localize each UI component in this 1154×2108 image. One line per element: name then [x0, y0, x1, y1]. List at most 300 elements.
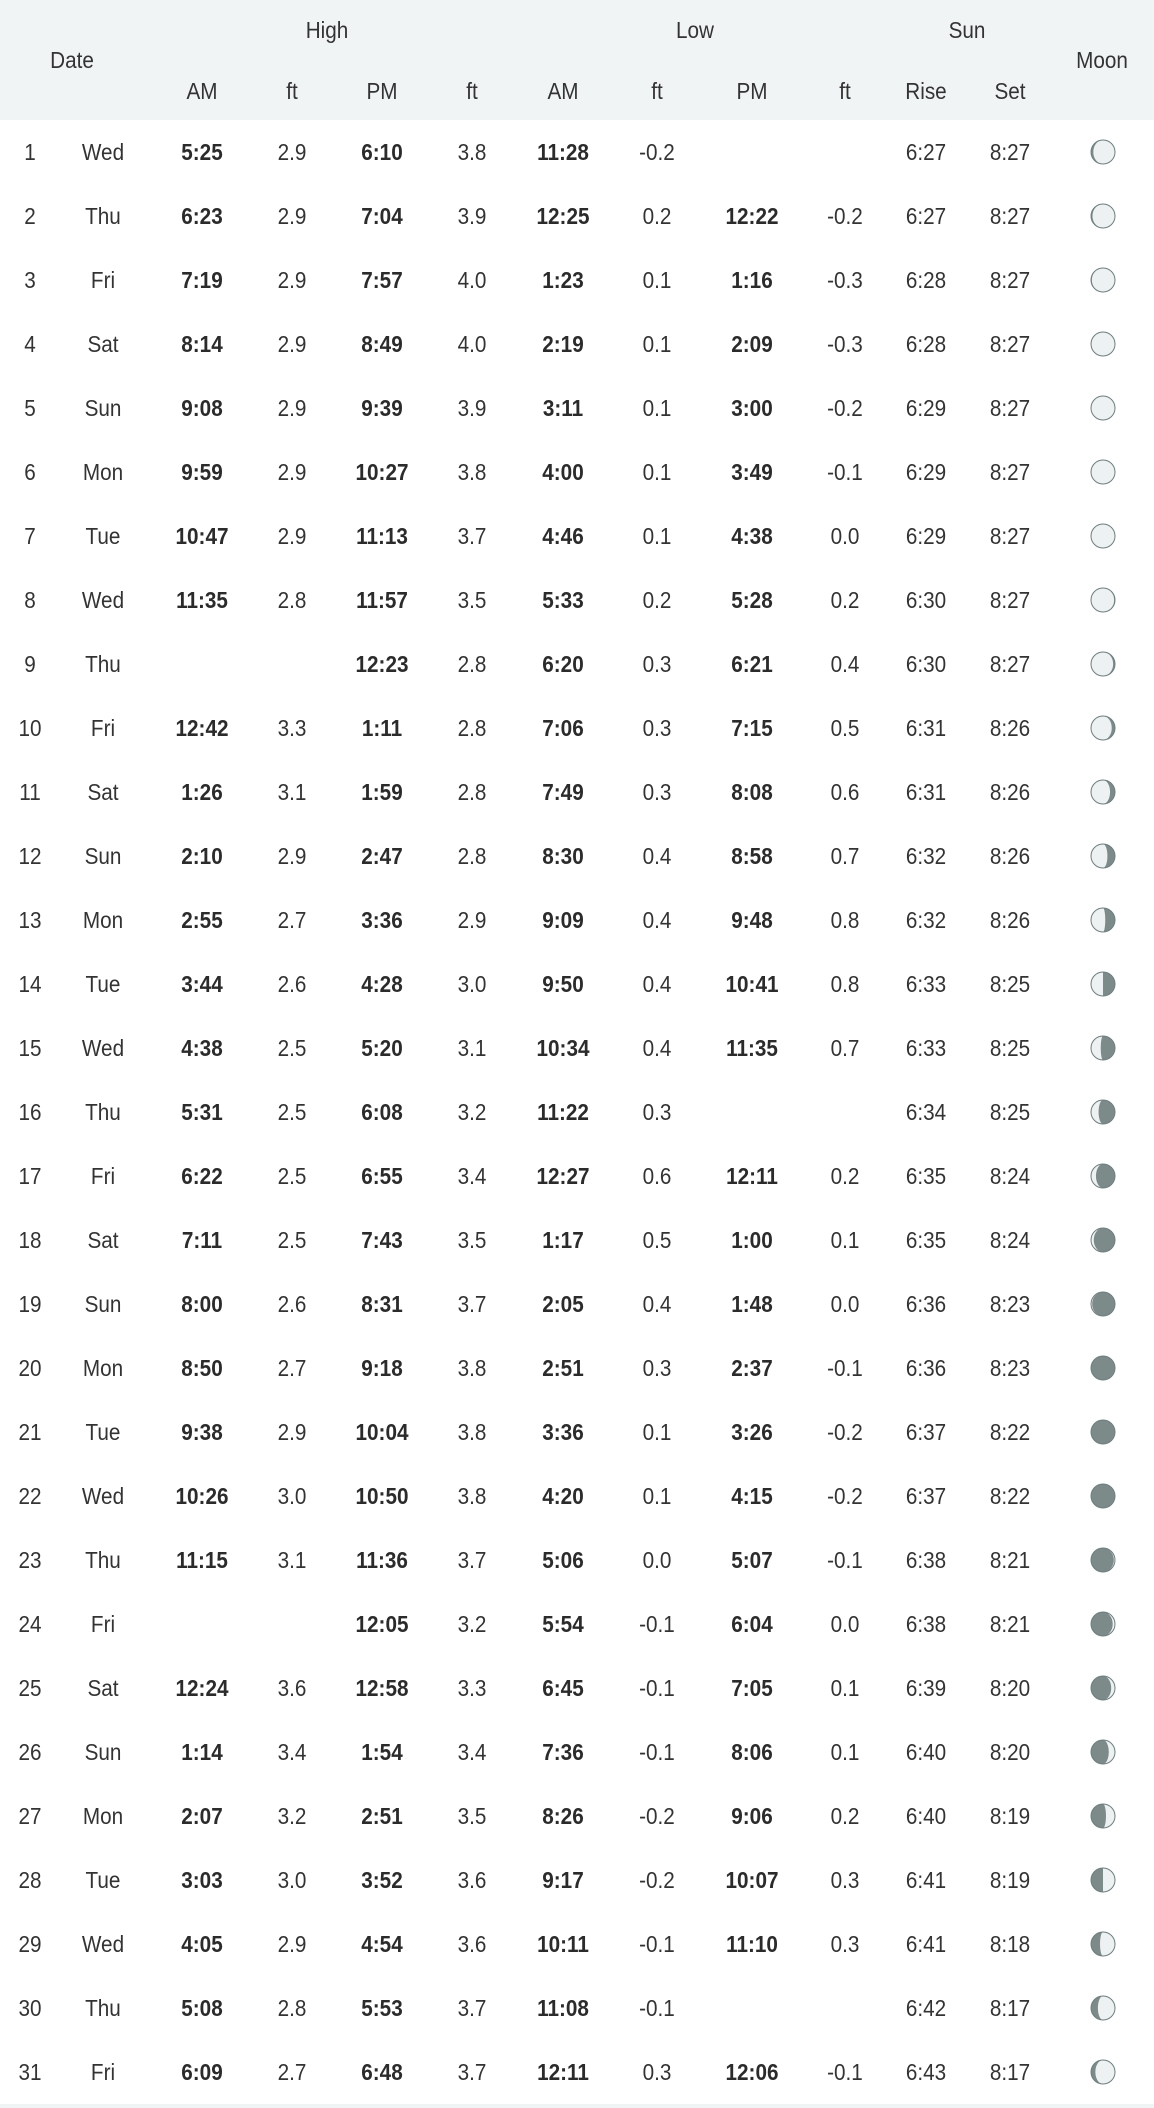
- cell-day: 20: [18, 1355, 42, 1381]
- cell-high-am: 11:15: [176, 1547, 228, 1573]
- cell-low-am-ft: 0.4: [642, 843, 672, 869]
- cell-high-pm: 4:28: [361, 971, 403, 997]
- cell-day: 27: [18, 1803, 42, 1829]
- table-row: [0, 1912, 1154, 1976]
- cell-rise: 6:31: [905, 779, 947, 805]
- table-row: [0, 1336, 1154, 1400]
- cell-low-pm-ft: -0.1: [827, 459, 863, 485]
- cell-low-am: 5:06: [542, 1547, 584, 1573]
- cell-low-pm: 8:08: [731, 779, 773, 805]
- cell-rise: 6:42: [905, 1995, 947, 2021]
- header-low: Low: [676, 17, 714, 43]
- table-row: [0, 632, 1154, 696]
- cell-low-am-ft: -0.2: [639, 1803, 675, 1829]
- cell-high-pm: 6:55: [361, 1163, 403, 1189]
- cell-high-pm: 6:10: [361, 139, 403, 165]
- cell-low-pm: 9:48: [731, 907, 773, 933]
- table-row: [0, 1656, 1154, 1720]
- cell-low-am: 11:22: [537, 1099, 589, 1125]
- cell-low-am: 11:28: [537, 139, 589, 165]
- table-row: [0, 120, 1154, 184]
- cell-day: 11: [19, 779, 41, 805]
- cell-low-pm: 9:06: [731, 1803, 773, 1829]
- cell-low-am: 8:30: [542, 843, 584, 869]
- cell-rise: 6:30: [905, 587, 947, 613]
- cell-low-am: 12:25: [536, 203, 590, 229]
- cell-day: 22: [18, 1483, 42, 1509]
- cell-high-am: 6:23: [181, 203, 223, 229]
- cell-low-pm-ft: 0.1: [830, 1227, 860, 1253]
- cell-rise: 6:43: [905, 2059, 947, 2085]
- cell-rise: 6:36: [905, 1291, 947, 1317]
- cell-high-am: 4:38: [181, 1035, 223, 1061]
- cell-high-am-ft: 2.9: [277, 331, 307, 357]
- cell-dow: Fri: [90, 715, 116, 741]
- cell-low-pm: 7:15: [731, 715, 773, 741]
- cell-high-pm: 2:47: [361, 843, 403, 869]
- cell-high-am-ft: 2.6: [277, 971, 307, 997]
- cell-high-am: 11:35: [176, 587, 228, 613]
- cell-set: 8:24: [989, 1163, 1031, 1189]
- moon-phase-icon: [1090, 523, 1116, 549]
- cell-day: 17: [18, 1163, 42, 1189]
- moon-phase-icon: [1090, 1803, 1116, 1829]
- cell-low-am-ft: 0.4: [642, 907, 672, 933]
- cell-low-pm: 11:10: [726, 1931, 778, 1957]
- cell-set: 8:19: [989, 1803, 1031, 1829]
- cell-low-pm-ft: 0.0: [830, 523, 860, 549]
- cell-day: 4: [24, 331, 36, 357]
- cell-dow: Mon: [82, 1803, 124, 1829]
- cell-day: 5: [24, 395, 36, 421]
- cell-high-am: 10:26: [175, 1483, 229, 1509]
- cell-day: 30: [18, 1995, 42, 2021]
- cell-high-am: 6:09: [181, 2059, 223, 2085]
- cell-low-am: 7:49: [542, 779, 584, 805]
- cell-set: 8:27: [989, 587, 1031, 613]
- cell-rise: 6:40: [905, 1803, 947, 1829]
- cell-day: 14: [18, 971, 42, 997]
- cell-high-am: 9:59: [181, 459, 223, 485]
- table-row: [0, 1528, 1154, 1592]
- cell-day: 21: [18, 1419, 42, 1445]
- table-row: [0, 376, 1154, 440]
- cell-low-pm-ft: 0.6: [830, 779, 860, 805]
- cell-low-am: 8:26: [542, 1803, 584, 1829]
- cell-dow: Sun: [84, 1739, 122, 1765]
- cell-low-pm-ft: 0.4: [830, 651, 860, 677]
- cell-low-am-ft: 0.3: [642, 779, 672, 805]
- cell-low-am-ft: 0.3: [642, 715, 672, 741]
- cell-high-pm-ft: 3.4: [457, 1163, 487, 1189]
- moon-phase-icon: [1090, 1291, 1116, 1317]
- cell-dow: Thu: [85, 651, 121, 677]
- table-row: [0, 248, 1154, 312]
- cell-high-am: 7:11: [181, 1227, 223, 1253]
- cell-high-am-ft: 3.1: [277, 1547, 307, 1573]
- moon-phase-icon: [1090, 1547, 1116, 1573]
- cell-day: 10: [18, 715, 42, 741]
- cell-high-am-ft: 2.9: [277, 523, 307, 549]
- cell-low-am-ft: 0.1: [642, 331, 672, 357]
- cell-high-pm-ft: 2.9: [457, 907, 487, 933]
- moon-phase-icon: [1090, 1419, 1116, 1445]
- cell-high-pm-ft: 2.8: [457, 779, 487, 805]
- table-row: [0, 1464, 1154, 1528]
- cell-dow: Wed: [81, 1483, 125, 1509]
- cell-high-am: 9:08: [181, 395, 223, 421]
- cell-high-pm: 1:11: [361, 715, 403, 741]
- cell-low-am: 2:19: [542, 331, 584, 357]
- cell-set: 8:27: [989, 203, 1031, 229]
- cell-high-am: 5:31: [181, 1099, 223, 1125]
- cell-low-pm-ft: 0.2: [830, 1163, 860, 1189]
- moon-phase-icon: [1090, 1099, 1116, 1125]
- cell-day: 28: [18, 1867, 42, 1893]
- cell-set: 8:22: [989, 1483, 1031, 1509]
- cell-dow: Tue: [85, 1867, 121, 1893]
- header-low-am-ft: ft: [651, 78, 663, 104]
- cell-high-am: 8:14: [181, 331, 223, 357]
- cell-low-pm-ft: 0.2: [830, 587, 860, 613]
- cell-high-pm-ft: 3.8: [457, 1483, 487, 1509]
- header-high: High: [305, 17, 349, 43]
- cell-rise: 6:41: [905, 1931, 947, 1957]
- cell-low-pm: 12:22: [725, 203, 779, 229]
- cell-rise: 6:37: [905, 1483, 947, 1509]
- cell-low-pm-ft: -0.1: [827, 1355, 863, 1381]
- table-row: [0, 1208, 1154, 1272]
- header-date: Date: [50, 47, 94, 73]
- cell-day: 19: [18, 1291, 42, 1317]
- cell-high-am-ft: 2.8: [277, 1995, 307, 2021]
- header-sun: Sun: [948, 17, 986, 43]
- cell-high-am-ft: 2.7: [277, 2059, 307, 2085]
- table-row: [0, 1848, 1154, 1912]
- cell-dow: Thu: [85, 1099, 121, 1125]
- cell-dow: Thu: [85, 1995, 121, 2021]
- cell-rise: 6:39: [905, 1675, 947, 1701]
- cell-low-pm: 3:49: [731, 459, 773, 485]
- table-row: [0, 760, 1154, 824]
- cell-high-pm-ft: 3.2: [457, 1099, 487, 1125]
- cell-dow: Tue: [85, 971, 121, 997]
- cell-low-am-ft: 0.5: [642, 1227, 672, 1253]
- cell-set: 8:25: [989, 971, 1031, 997]
- cell-low-am-ft: 0.1: [642, 1419, 672, 1445]
- table-row: [0, 1080, 1154, 1144]
- moon-phase-icon: [1090, 587, 1116, 613]
- cell-high-pm: 5:53: [361, 1995, 403, 2021]
- cell-set: 8:27: [989, 267, 1031, 293]
- cell-high-am: 1:14: [181, 1739, 223, 1765]
- cell-low-am-ft: -0.2: [639, 139, 675, 165]
- cell-high-am-ft: 2.6: [277, 1291, 307, 1317]
- cell-high-am: 7:19: [181, 267, 223, 293]
- table-row: [0, 1272, 1154, 1336]
- cell-set: 8:26: [989, 715, 1031, 741]
- cell-day: 26: [18, 1739, 42, 1765]
- cell-high-pm-ft: 3.9: [457, 203, 487, 229]
- cell-low-pm: 6:21: [731, 651, 773, 677]
- cell-dow: Mon: [82, 1355, 124, 1381]
- cell-rise: 6:40: [905, 1739, 947, 1765]
- cell-low-am-ft: -0.1: [639, 1675, 675, 1701]
- cell-rise: 6:28: [905, 331, 947, 357]
- cell-high-am-ft: 2.5: [277, 1035, 307, 1061]
- moon-phase-icon: [1090, 139, 1116, 165]
- cell-high-pm-ft: 4.0: [457, 331, 487, 357]
- cell-day: 31: [18, 2059, 42, 2085]
- cell-high-am: 2:10: [181, 843, 223, 869]
- cell-low-pm-ft: 0.7: [830, 843, 860, 869]
- cell-low-am: 10:11: [537, 1931, 589, 1957]
- cell-low-am: 7:06: [542, 715, 584, 741]
- cell-dow: Sun: [84, 1291, 122, 1317]
- cell-rise: 6:30: [905, 651, 947, 677]
- cell-high-am-ft: 3.0: [277, 1867, 307, 1893]
- table-row: [0, 1592, 1154, 1656]
- cell-high-pm: 3:36: [361, 907, 403, 933]
- cell-high-pm: 7:04: [361, 203, 403, 229]
- cell-low-am-ft: 0.4: [642, 971, 672, 997]
- cell-low-pm: 2:09: [731, 331, 773, 357]
- table-row: [0, 1720, 1154, 1784]
- cell-high-pm: 6:48: [361, 2059, 403, 2085]
- cell-dow: Wed: [81, 587, 125, 613]
- cell-dow: Wed: [81, 1931, 125, 1957]
- cell-low-am-ft: 0.4: [642, 1291, 672, 1317]
- cell-low-pm-ft: -0.2: [827, 203, 863, 229]
- cell-low-pm-ft: -0.2: [827, 1419, 863, 1445]
- cell-low-pm: 1:00: [731, 1227, 773, 1253]
- cell-set: 8:24: [989, 1227, 1031, 1253]
- cell-low-am: 9:17: [542, 1867, 584, 1893]
- cell-dow: Wed: [81, 1035, 125, 1061]
- cell-rise: 6:38: [905, 1611, 947, 1637]
- cell-low-am: 4:00: [542, 459, 584, 485]
- cell-high-am: 2:55: [181, 907, 223, 933]
- cell-high-pm: 8:31: [361, 1291, 403, 1317]
- moon-phase-icon: [1090, 779, 1116, 805]
- cell-low-pm: 12:06: [725, 2059, 779, 2085]
- cell-dow: Thu: [85, 1547, 121, 1573]
- table-row: [0, 1784, 1154, 1848]
- cell-high-am: 12:42: [175, 715, 229, 741]
- cell-low-am-ft: 0.3: [642, 1099, 672, 1125]
- cell-high-am: 6:22: [181, 1163, 223, 1189]
- cell-rise: 6:36: [905, 1355, 947, 1381]
- moon-phase-icon: [1090, 395, 1116, 421]
- table-row: [0, 312, 1154, 376]
- cell-high-am-ft: 2.9: [277, 1931, 307, 1957]
- cell-high-am-ft: 2.9: [277, 459, 307, 485]
- cell-low-pm: 1:16: [731, 267, 773, 293]
- cell-high-pm-ft: 3.7: [457, 1995, 487, 2021]
- cell-low-am-ft: 0.1: [642, 459, 672, 485]
- cell-set: 8:27: [989, 523, 1031, 549]
- table-row: [0, 1400, 1154, 1464]
- cell-rise: 6:27: [905, 203, 947, 229]
- table-row: [0, 952, 1154, 1016]
- cell-high-am-ft: 2.9: [277, 395, 307, 421]
- cell-low-am-ft: 0.0: [642, 1547, 672, 1573]
- cell-high-am-ft: 2.8: [277, 587, 307, 613]
- cell-low-pm: 7:05: [731, 1675, 773, 1701]
- cell-high-pm: 7:57: [361, 267, 403, 293]
- moon-phase-icon: [1090, 1611, 1116, 1637]
- cell-high-am: 2:07: [181, 1803, 223, 1829]
- header-sunrise: Rise: [905, 78, 947, 104]
- cell-high-pm: 11:36: [356, 1547, 408, 1573]
- cell-high-pm: 10:50: [355, 1483, 409, 1509]
- cell-rise: 6:37: [905, 1419, 947, 1445]
- cell-high-am-ft: 2.5: [277, 1227, 307, 1253]
- cell-dow: Thu: [85, 203, 121, 229]
- cell-low-pm-ft: -0.3: [827, 267, 863, 293]
- cell-set: 8:25: [989, 1099, 1031, 1125]
- moon-phase-icon: [1090, 907, 1116, 933]
- cell-dow: Fri: [90, 1611, 116, 1637]
- cell-day: 6: [24, 459, 36, 485]
- moon-phase-icon: [1090, 971, 1116, 997]
- cell-set: 8:27: [989, 331, 1031, 357]
- cell-set: 8:26: [989, 779, 1031, 805]
- cell-high-pm: 6:08: [361, 1099, 403, 1125]
- cell-low-pm: 6:04: [731, 1611, 773, 1637]
- cell-high-pm: 9:18: [361, 1355, 403, 1381]
- cell-set: 8:26: [989, 843, 1031, 869]
- cell-low-am-ft: -0.2: [639, 1867, 675, 1893]
- cell-rise: 6:32: [905, 907, 947, 933]
- moon-phase-icon: [1090, 1035, 1116, 1061]
- cell-high-pm-ft: 3.5: [457, 1227, 487, 1253]
- cell-low-am: 4:20: [542, 1483, 584, 1509]
- table-row: [0, 568, 1154, 632]
- moon-phase-icon: [1090, 1163, 1116, 1189]
- cell-high-pm-ft: 3.5: [457, 1803, 487, 1829]
- cell-high-am-ft: 2.7: [277, 1355, 307, 1381]
- cell-low-pm: 3:26: [731, 1419, 773, 1445]
- cell-low-am-ft: 0.3: [642, 2059, 672, 2085]
- cell-set: 8:20: [989, 1675, 1031, 1701]
- cell-dow: Fri: [90, 1163, 116, 1189]
- moon-phase-icon: [1090, 267, 1116, 293]
- header-high-am-ft: ft: [286, 78, 298, 104]
- cell-high-am-ft: 2.9: [277, 139, 307, 165]
- table-row: [0, 2040, 1154, 2104]
- cell-high-pm-ft: 3.9: [457, 395, 487, 421]
- moon-phase-icon: [1090, 2059, 1116, 2085]
- cell-high-pm: 4:54: [361, 1931, 403, 1957]
- cell-rise: 6:41: [905, 1867, 947, 1893]
- cell-high-pm-ft: 3.7: [457, 523, 487, 549]
- cell-high-pm: 12:58: [355, 1675, 409, 1701]
- cell-high-pm: 12:05: [355, 1611, 409, 1637]
- header-high-pm: PM: [366, 78, 398, 104]
- cell-day: 23: [18, 1547, 42, 1573]
- table-row: [0, 440, 1154, 504]
- cell-high-pm-ft: 3.5: [457, 587, 487, 613]
- moon-phase-icon: [1090, 1995, 1116, 2021]
- cell-high-am-ft: 2.9: [277, 843, 307, 869]
- cell-set: 8:22: [989, 1419, 1031, 1445]
- moon-phase-icon: [1090, 459, 1116, 485]
- cell-high-pm-ft: 3.0: [457, 971, 487, 997]
- cell-high-pm-ft: 3.8: [457, 1355, 487, 1381]
- cell-low-pm: 1:48: [731, 1291, 773, 1317]
- moon-phase-icon: [1090, 1931, 1116, 1957]
- cell-high-pm-ft: 3.7: [457, 1291, 487, 1317]
- cell-rise: 6:33: [905, 1035, 947, 1061]
- cell-high-am: 3:03: [181, 1867, 223, 1893]
- cell-set: 8:27: [989, 651, 1031, 677]
- cell-low-pm-ft: 0.8: [830, 907, 860, 933]
- cell-low-pm-ft: -0.1: [827, 1547, 863, 1573]
- cell-low-pm-ft: 0.1: [830, 1739, 860, 1765]
- cell-low-am-ft: 0.2: [642, 203, 672, 229]
- cell-high-pm-ft: 3.6: [457, 1867, 487, 1893]
- cell-low-am-ft: 0.3: [642, 651, 672, 677]
- cell-high-am: 12:24: [175, 1675, 229, 1701]
- cell-high-pm-ft: 4.0: [457, 267, 487, 293]
- cell-dow: Mon: [82, 907, 124, 933]
- cell-low-am-ft: -0.1: [639, 1995, 675, 2021]
- header-high-am: AM: [186, 78, 218, 104]
- cell-day: 13: [18, 907, 42, 933]
- cell-set: 8:27: [989, 139, 1031, 165]
- cell-low-am: 7:36: [542, 1739, 584, 1765]
- cell-rise: 6:34: [905, 1099, 947, 1125]
- moon-phase-icon: [1090, 331, 1116, 357]
- cell-low-am: 5:54: [542, 1611, 584, 1637]
- cell-low-am-ft: 0.3: [642, 1355, 672, 1381]
- cell-high-am-ft: 2.9: [277, 203, 307, 229]
- cell-day: 15: [18, 1035, 42, 1061]
- cell-set: 8:27: [989, 459, 1031, 485]
- cell-rise: 6:31: [905, 715, 947, 741]
- cell-set: 8:23: [989, 1355, 1031, 1381]
- cell-rise: 6:29: [905, 523, 947, 549]
- cell-dow: Sat: [87, 1227, 119, 1253]
- cell-high-am-ft: 3.0: [277, 1483, 307, 1509]
- cell-high-pm-ft: 3.6: [457, 1931, 487, 1957]
- cell-set: 8:26: [989, 907, 1031, 933]
- table-header: [0, 0, 1154, 120]
- cell-high-am-ft: 2.7: [277, 907, 307, 933]
- table-footer-strip: [0, 2104, 1154, 2108]
- cell-low-am: 4:46: [542, 523, 584, 549]
- header-low-pm: PM: [736, 78, 768, 104]
- cell-low-pm: 4:15: [731, 1483, 773, 1509]
- cell-dow: Sun: [84, 395, 122, 421]
- cell-low-pm-ft: -0.1: [827, 2059, 863, 2085]
- cell-low-am-ft: 0.1: [642, 395, 672, 421]
- header-low-pm-ft: ft: [839, 78, 851, 104]
- cell-low-am: 11:08: [537, 1995, 589, 2021]
- cell-high-pm-ft: 2.8: [457, 843, 487, 869]
- cell-high-pm: 1:59: [361, 779, 403, 805]
- moon-phase-icon: [1090, 1867, 1116, 1893]
- cell-day: 16: [18, 1099, 42, 1125]
- cell-high-pm: 7:43: [361, 1227, 403, 1253]
- cell-low-pm: 2:37: [731, 1355, 773, 1381]
- cell-low-am: 6:45: [542, 1675, 584, 1701]
- cell-dow: Sat: [87, 779, 119, 805]
- cell-high-am-ft: 2.9: [277, 267, 307, 293]
- cell-set: 8:21: [989, 1547, 1031, 1573]
- cell-low-pm-ft: 0.2: [830, 1803, 860, 1829]
